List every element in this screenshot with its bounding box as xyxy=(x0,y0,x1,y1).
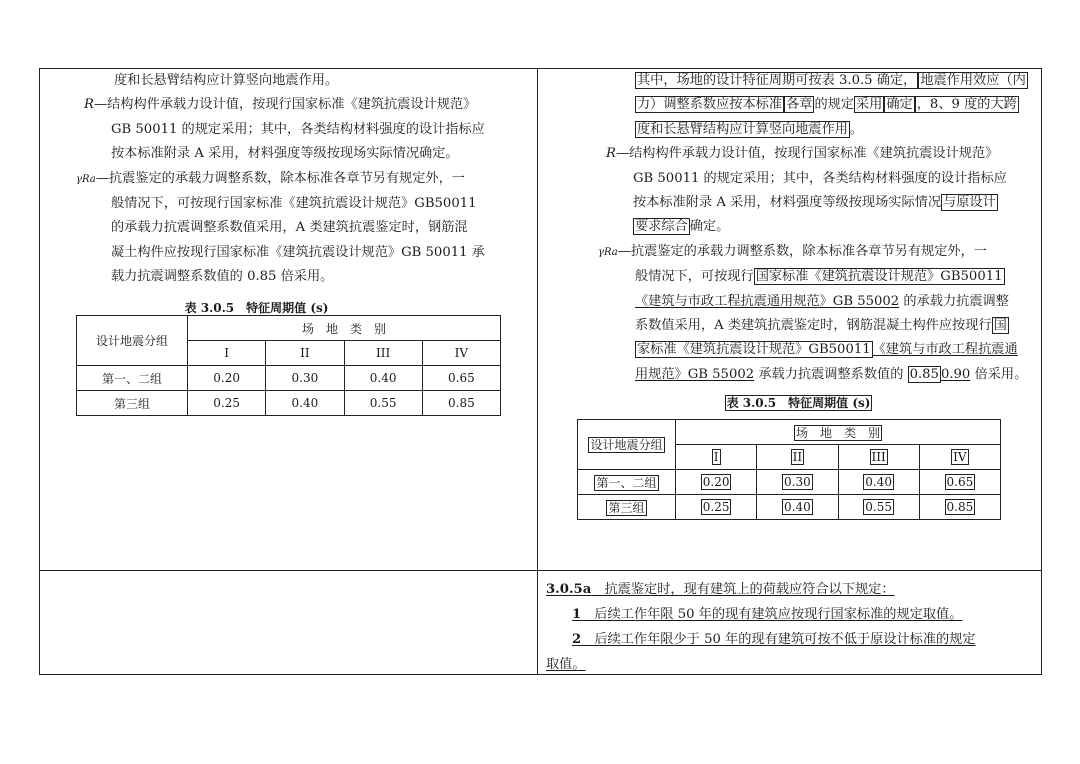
section-item-2: 2 后续工作年限少于 50 年的现有建筑可按不低于原设计标准的规定 xyxy=(572,632,976,647)
left-column-original xyxy=(76,69,536,320)
table-row: 第一、二组 0.20 0.30 0.40 0.65 xyxy=(77,366,501,391)
section-number: 3.0.5a xyxy=(546,582,592,597)
r-symbol: R xyxy=(84,97,94,113)
section-3-0-5a: 3.0.5a 抗震鉴定时，现有建筑上的荷载应符合以下规定： 1 后续工作年限 50 年的现有建筑应按现行国家标准的规定取值。 2 后续工作年限少于 50 年的现有建筑可按不低于原设计标准的规定 取值。 xyxy=(546,577,1042,677)
section-item-1: 1 后续工作年限 50 年的现有建筑应按现行国家标准的规定取值。 xyxy=(572,607,963,622)
table-head-site: 场 地 类 别 xyxy=(188,316,501,341)
right-p1-line2: 力）调整系数应按本标准 各章 的规定 采用 确定 ，8、9 度的大跨 xyxy=(637,97,1017,113)
table-row: 第三组 0.25 0.40 0.55 0.85 xyxy=(77,391,501,416)
section-title: 抗震鉴定时，现有建筑上的荷载应符合以下规定： xyxy=(591,582,895,597)
left-table-title: 表 3.0.5 特征周期值 (s) xyxy=(184,300,329,315)
table-head-group: 设计地震分组 xyxy=(77,316,188,366)
left-r-definition: R—结构构件承载力设计值，按现行国家标准《建筑抗震设计规范》 GB 50011 的规定采用；其中，各类结构材料强度的设计指标应 按本标准附录 A 采用，材料强度等级按现场实际情况确定。 xyxy=(84,97,485,162)
right-r-definition: R—结构构件承载力设计值，按现行国家标准《建筑抗震设计规范》 GB 50011 的规定采用；其中，各类结构材料强度的设计指标应 按本标准附录 A 采用，材料强度等级按现场实际情况 与原设计 要求综合 确定。 xyxy=(606,146,1007,235)
right-period-table: 设计地震分组 场 地 类 别 I II III IV 第一、二组 0.20 0.30 0.40 0.65 第三组 0.25 0.40 0.55 0.85 xyxy=(577,419,1001,520)
right-table-title: 表 3.0.5 特征周期值 (s) xyxy=(726,396,871,411)
left-line-continuation: 度和长悬臂结构应计算竖向地震作用。 xyxy=(114,73,339,88)
right-p1-line1: 其中，场地的设计特征周期可按表 3.0.5 确定， 地震作用效应（内 xyxy=(637,73,1026,88)
table-row: 第三组 0.25 0.40 0.55 0.85 xyxy=(578,495,1001,520)
column-divider xyxy=(537,69,538,674)
table-row: 第一、二组 0.20 0.30 0.40 0.65 xyxy=(578,470,1001,495)
right-column-revised xyxy=(586,69,1038,416)
comparison-table-frame xyxy=(39,68,1042,675)
left-period-table: 设计地震分组 场 地 类 别 I II III IV 第一、二组 0.20 0.30 0.40 0.65 第三组 0.25 0.40 0.55 0.85 xyxy=(76,315,501,416)
left-gamma-definition: γRa—抗震鉴定的承载力调整系数，除本标准各章节另有规定外，一 般情况下，可按现行国家标准《建筑抗震设计规范》GB50011 的承载力抗震调整系数值采用，A 类建筑抗震鉴定时，钢筋混 凝土构件应按现行国家标准《建筑抗震设计规范》GB 50011 承 载力抗震调整系数值的 0.85 倍采用。 xyxy=(76,170,485,285)
gamma-symbol: γRa xyxy=(76,173,96,185)
right-gamma-definition: γRa—抗震鉴定的承载力调整系数，除本标准各章节另有规定外，一 般情况下，可按现行 国家标准《建筑抗震设计规范》GB50011 《建筑与市政工程抗震通用规范》GB 55002 的承载力抗震调整 系数值采用，A 类建筑抗震鉴定时，钢筋混凝土构件应按现行 国 家标准《建筑抗震设计规范》GB50011 《建筑与市政工程抗震通 用规范》GB 55002 承载力抗震调整系数值的 0.85 0.90 倍采用。 xyxy=(598,243,1028,382)
row-divider xyxy=(40,570,1041,571)
right-p1-line3: 度和长悬臂结构应计算竖向地震作用 。 xyxy=(637,121,864,137)
